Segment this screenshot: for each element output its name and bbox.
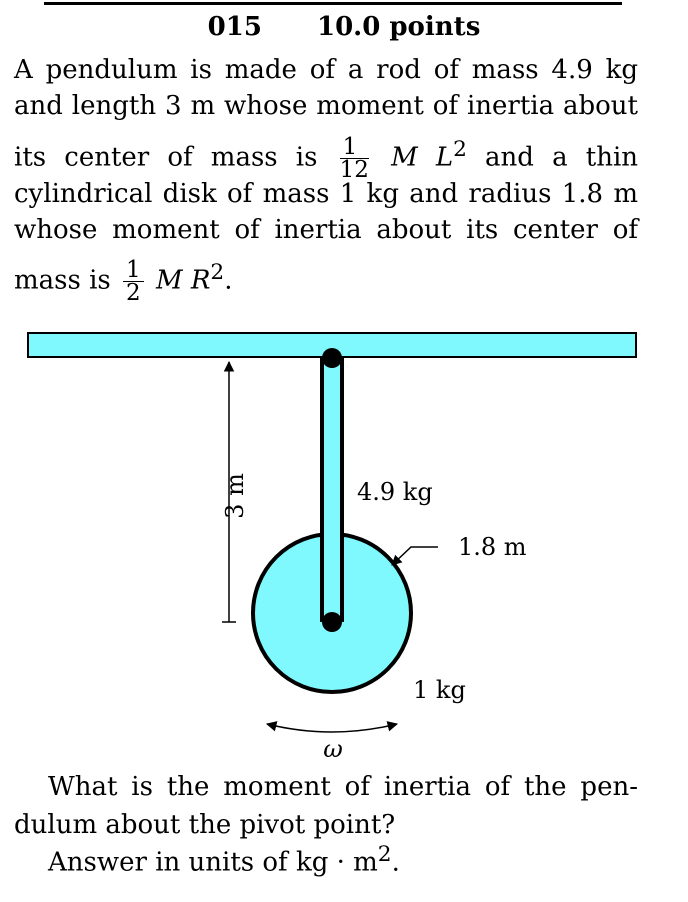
statement-line-1: A pendulum is made of a rod of mass 4.9 kg — [14, 55, 638, 85]
top-rule — [44, 2, 622, 5]
fraction-numerator: 1 — [123, 259, 144, 282]
question-line-2: dulum about the pivot point? — [14, 810, 396, 840]
problem-header — [0, 12, 688, 42]
statement-line-3 — [14, 124, 638, 184]
problem-statement — [14, 52, 638, 305]
swing-arrow — [267, 724, 397, 732]
exponent-2: 2 — [210, 259, 225, 285]
omega-label: ω — [323, 735, 343, 763]
question-line-1: What is the moment of inertia of the pen- — [48, 772, 638, 802]
pivot-point — [322, 348, 342, 368]
answer-units — [48, 842, 400, 878]
rod — [322, 358, 342, 620]
fraction-numerator: 1 — [340, 136, 369, 159]
statement-line-3a: its center of mass is — [14, 142, 318, 173]
statement-line-2: and length 3 m whose moment of inertia about — [14, 91, 638, 121]
length-label: 3 m — [221, 473, 249, 519]
radius-pointer — [392, 547, 438, 565]
fraction-one-twelfth — [339, 134, 369, 184]
statement-line-6 — [14, 248, 638, 306]
exponent-2: 2 — [453, 137, 467, 162]
question — [14, 768, 638, 844]
radius-label: 1.8 m — [458, 533, 527, 561]
answer-prefix: Answer in units of — [48, 847, 288, 878]
pendulum-diagram — [0, 320, 688, 770]
disk-center — [322, 612, 342, 632]
formula-mr: M R — [155, 265, 211, 296]
unit-period: . — [391, 847, 400, 878]
statement-line-6a: mass is — [14, 265, 111, 296]
fraction-one-half — [123, 256, 144, 306]
statement-line-5: whose moment of inertia about its center of — [14, 214, 638, 245]
formula-ml: M L — [391, 142, 454, 173]
statement-line-3c: and a thin — [485, 142, 638, 173]
unit-exponent: 2 — [377, 842, 392, 867]
fraction-denominator: 12 — [339, 157, 369, 184]
statement-period: . — [224, 265, 233, 296]
statement-line-4: cylindrical disk of mass 1 kg and radius 1.8 m — [14, 178, 638, 209]
problem-number: 015 — [207, 12, 262, 42]
rod-mass-label: 4.9 kg — [357, 478, 433, 506]
problem-points: 10.0 points — [317, 12, 481, 42]
disk-mass-label: 1 kg — [413, 676, 466, 704]
fraction-denominator: 2 — [126, 279, 141, 306]
unit-base: kg · m — [295, 847, 378, 878]
